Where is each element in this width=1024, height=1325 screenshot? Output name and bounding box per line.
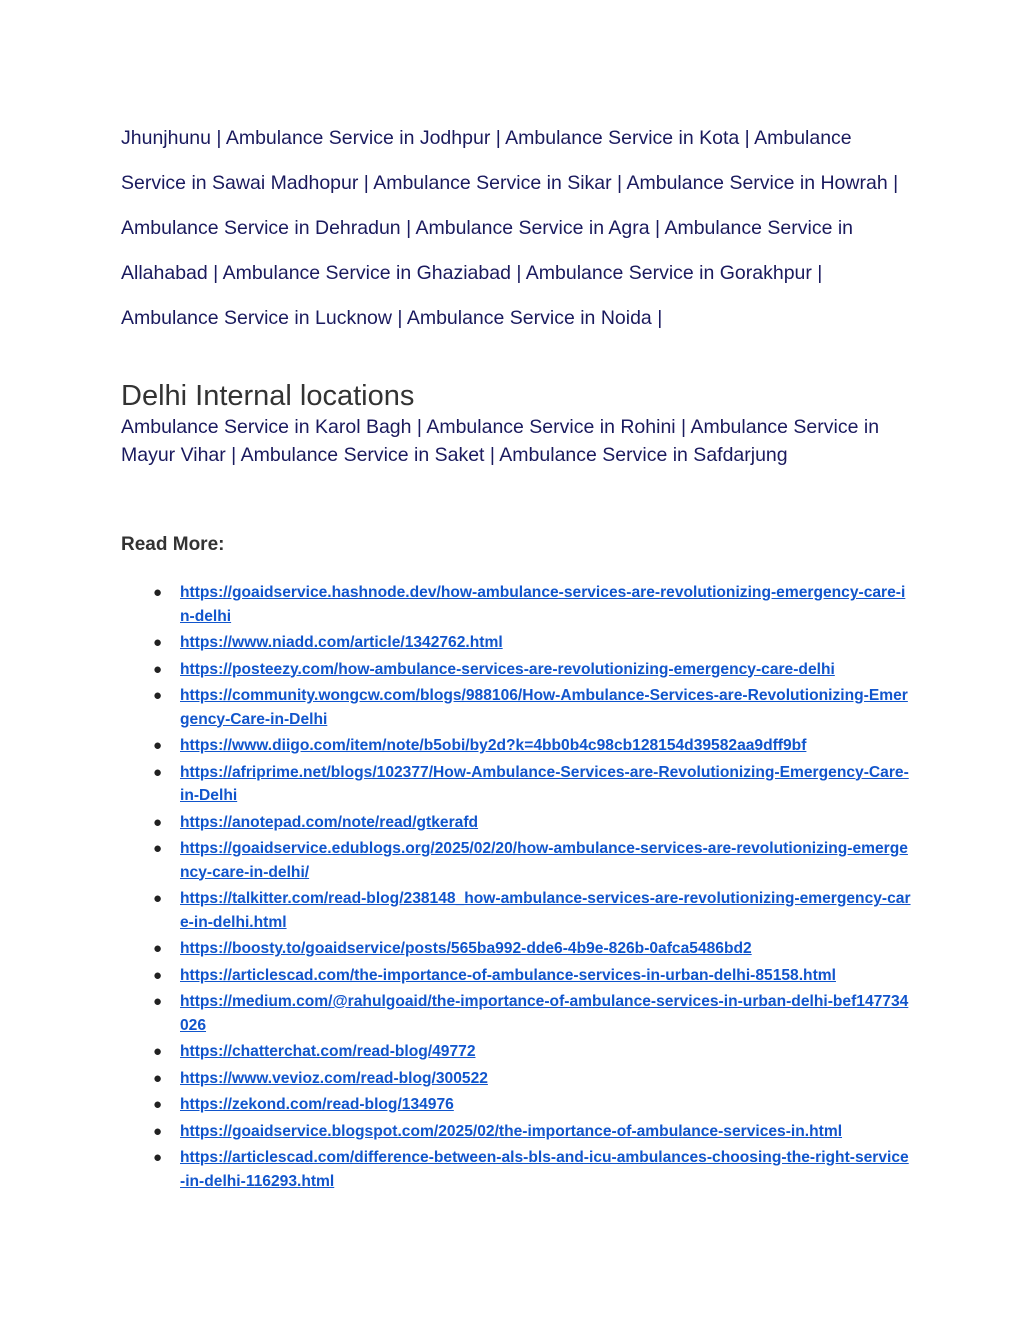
read-more-label: Read More: <box>121 534 225 555</box>
list-item <box>121 837 911 884</box>
delhi-location-link[interactable]: Ambulance Service in Karol Bagh <box>121 416 412 438</box>
bullet-icon: ● <box>153 1043 163 1060</box>
separator: | <box>887 172 899 194</box>
read-more-link-list <box>121 581 911 1193</box>
delhi-location-link[interactable]: Ambulance Service in Rohini <box>426 416 676 438</box>
read-more-link[interactable]: https://www.vevioz.com/read-blog/300522 <box>180 1069 488 1087</box>
read-more-link[interactable]: https://boosty.to/goaidservice/posts/565ba992-dde6-4b9e-826b-0afca5486bd2 <box>180 940 752 957</box>
bullet-icon: ● <box>153 1096 163 1113</box>
bullet-icon: ● <box>153 1149 163 1166</box>
bullet-icon: ● <box>153 1122 163 1140</box>
read-more-link[interactable]: https://posteezy.com/how-ambulance-services-are-revolutionizing-emergency-care-delhi <box>180 660 835 678</box>
location-link[interactable]: Jhunjhunu <box>121 127 211 149</box>
location-link[interactable]: Ambulance Service in Noida <box>406 307 652 329</box>
location-link[interactable]: Ambulance Service in Kota <box>505 127 740 149</box>
list-item <box>121 811 911 835</box>
bullet-icon: ● <box>153 890 163 907</box>
read-more-link[interactable]: https://articlescad.com/difference-between-als-bls-and-icu-ambulances-choosing-the-right-service-in-delhi-116293.html <box>180 1149 909 1190</box>
separator: | <box>651 307 663 329</box>
list-item <box>121 761 911 808</box>
list-item <box>121 1067 911 1091</box>
location-link[interactable]: Ambulance Service in Howrah <box>626 172 888 194</box>
location-link[interactable]: Ambulance Service in Agra <box>415 217 650 239</box>
separator: | <box>611 172 627 194</box>
read-more-link[interactable]: https://goaidservice.blogspot.com/2025/02/the-importance-of-ambulance-services-in.html <box>180 1122 843 1140</box>
separator: | <box>391 307 407 329</box>
separator: | <box>739 127 755 149</box>
bullet-icon: ● <box>153 660 163 678</box>
bullet-icon: ● <box>153 763 163 781</box>
location-link[interactable]: Ambulance Service in Allahabad <box>121 217 854 284</box>
read-more-link[interactable]: https://zekond.com/read-blog/134976 <box>180 1096 454 1113</box>
location-link[interactable]: Ambulance Service in Sikar <box>373 172 612 194</box>
list-item <box>121 1120 911 1144</box>
read-more-link[interactable]: https://www.diigo.com/item/note/b5obi/by2d?k=4bb0b4c98cb128154d39582aa9dff9bf <box>180 737 807 754</box>
separator: | <box>484 444 500 466</box>
separator: | <box>400 217 416 239</box>
bullet-icon: ● <box>153 737 163 754</box>
separator: | <box>358 172 374 194</box>
locations-paragraph <box>121 116 911 341</box>
read-more-link[interactable]: https://talkitter.com/read-blog/238148_how-ambulance-services-are-revolutionizing-emergency-care-in-delhi.html <box>180 890 911 931</box>
bullet-icon: ● <box>153 634 163 651</box>
read-more-link[interactable]: https://goaidservice.edublogs.org/2025/02/20/how-ambulance-services-are-revolutionizing-emergency-care-in-delhi/ <box>180 840 908 881</box>
bullet-icon: ● <box>153 993 163 1010</box>
location-link[interactable]: Ambulance Service in Dehradun <box>121 217 401 239</box>
list-item <box>121 658 911 682</box>
separator: | <box>675 416 691 438</box>
bullet-icon: ● <box>153 584 163 601</box>
bullet-icon: ● <box>153 966 163 984</box>
bullet-icon: ● <box>153 687 163 704</box>
location-link[interactable]: Ambulance Service in Gorakhpur <box>525 262 812 284</box>
list-item <box>121 1093 911 1117</box>
location-link[interactable]: Ambulance Service in Ghaziabad <box>222 262 511 284</box>
read-more-link[interactable]: https://medium.com/@rahulgoaid/the-importance-of-ambulance-services-in-urban-delhi-bef147734026 <box>180 993 909 1034</box>
separator: | <box>411 416 427 438</box>
list-item <box>121 581 911 628</box>
read-more-link[interactable]: https://anotepad.com/note/read/gtkerafd <box>180 813 479 831</box>
location-link[interactable]: Ambulance Service in Jodhpur <box>225 127 491 149</box>
list-item <box>121 937 911 961</box>
bullet-icon: ● <box>153 1069 163 1087</box>
separator: | <box>490 127 506 149</box>
list-item <box>121 684 911 731</box>
list-item <box>121 887 911 934</box>
read-more-link[interactable]: https://community.wongcw.com/blogs/988106/How-Ambulance-Services-are-Revolutionizing-Emergency-Care-in-Delhi <box>180 687 908 728</box>
separator: | <box>649 217 665 239</box>
read-more-link[interactable]: https://goaidservice.hashnode.dev/how-ambulance-services-are-revolutionizing-emergency-care-in-delhi <box>180 584 906 625</box>
read-more-link[interactable]: https://afriprime.net/blogs/102377/How-Ambulance-Services-are-Revolutionizing-Emergency-Care-in-Delhi <box>180 763 909 804</box>
delhi-heading: Delhi Internal locations <box>121 380 415 412</box>
location-link[interactable]: Ambulance Service in Sawai Madhopur <box>121 127 852 194</box>
separator: | <box>225 444 241 466</box>
location-link[interactable]: Ambulance Service in Lucknow <box>121 307 392 329</box>
separator: | <box>207 262 223 284</box>
bullet-icon: ● <box>153 840 163 857</box>
read-more-link[interactable]: https://articlescad.com/the-importance-of-ambulance-services-in-urban-delhi-85158.html <box>180 966 836 984</box>
list-item <box>121 990 911 1037</box>
list-item <box>121 964 911 988</box>
read-more-link[interactable]: https://www.niadd.com/article/1342762.html <box>180 634 503 651</box>
delhi-location-link[interactable]: Ambulance Service in Safdarjung <box>499 444 788 466</box>
document-page <box>121 116 911 1196</box>
bullet-icon: ● <box>153 813 163 831</box>
delhi-location-link[interactable]: Ambulance Service in Saket <box>240 444 485 466</box>
delhi-locations-paragraph <box>121 413 911 469</box>
separator: | <box>211 127 226 149</box>
list-item <box>121 734 911 758</box>
separator: | <box>811 262 823 284</box>
read-more-link[interactable]: https://chatterchat.com/read-blog/49772 <box>180 1043 476 1060</box>
delhi-location-link[interactable]: Ambulance Service in Mayur Vihar <box>121 416 880 466</box>
separator: | <box>510 262 526 284</box>
bullet-icon: ● <box>153 940 163 957</box>
list-item <box>121 1146 911 1193</box>
list-item <box>121 1040 911 1064</box>
list-item <box>121 631 911 655</box>
